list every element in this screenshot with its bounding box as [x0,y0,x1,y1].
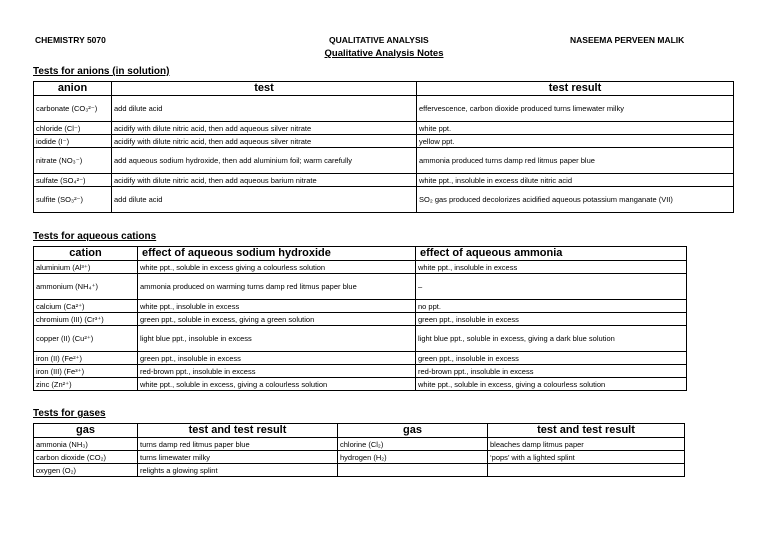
table-row [34,122,734,135]
table-row [34,274,687,300]
anion-result: white ppt. [417,122,734,135]
table-row [34,174,734,187]
cations-col-nh3: effect of aqueous ammonia [416,247,687,261]
anion-result: effervescence, carbon dioxide produced turns limewater milky [417,96,734,122]
anions-col-test: test [112,82,417,96]
cation-name: ammonium (NH₄⁺) [34,274,138,300]
anion-name: nitrate (NO₃⁻) [34,148,112,174]
gas-name-2: hydrogen (H₂) [338,451,488,464]
anion-name: sulfate (SO₄²⁻) [34,174,112,187]
anion-test: acidify with dilute nitric acid, then add aqueous barium nitrate [112,174,417,187]
gas-name: ammonia (NH₃) [34,438,138,451]
table-row [34,326,687,352]
anions-heading: Tests for anions (in solution) [33,66,170,77]
anion-test: add dilute acid [112,187,417,213]
cation-name: calcium (Ca²⁺) [34,300,138,313]
gas-test-2: bleaches damp litmus paper [488,438,685,451]
table-row [34,261,687,274]
gases-col-gas-2: gas [338,424,488,438]
gases-header-row [34,424,685,438]
anion-name: iodide (I⁻) [34,135,112,148]
cation-naoh: green ppt., insoluble in excess [138,352,416,365]
table-row [34,148,734,174]
table-row [34,352,687,365]
cation-naoh: light blue ppt., insoluble in excess [138,326,416,352]
table-row [34,451,685,464]
anion-test: add dilute acid [112,96,417,122]
anion-test: add aqueous sodium hydroxide, then add aluminium foil; warm carefully [112,148,417,174]
table-row [34,378,687,391]
table-row [34,96,734,122]
cation-nh3: white ppt., soluble in excess, giving a colourless solution [416,378,687,391]
anion-name: carbonate (CO₃²⁻) [34,96,112,122]
gases-col-test: test and test result [138,424,338,438]
table-row [34,438,685,451]
cations-heading: Tests for aqueous cations [33,231,157,242]
table-row [34,313,687,326]
gas-test-2: ‘pops’ with a lighted splint [488,451,685,464]
anions-header-row [34,82,734,96]
anion-result: SO₂ gas produced decolorizes acidified aqueous potassium manganate (VII) [417,187,734,213]
cation-nh3: – [416,274,687,300]
cation-naoh: white ppt., soluble in excess giving a colourless solution [138,261,416,274]
page-title: Qualitative Analysis Notes [324,48,444,59]
cation-nh3: light blue ppt., soluble in excess, giving a dark blue solution [416,326,687,352]
gas-name-2 [338,464,488,477]
cation-name: iron (III) (Fe³⁺) [34,365,138,378]
cations-header-row [34,247,687,261]
anions-col-anion: anion [34,82,112,96]
gas-test-2 [488,464,685,477]
gases-heading: Tests for gases [33,408,106,419]
cation-naoh: white ppt., soluble in excess, giving a colourless solution [138,378,416,391]
cation-name: chromium (III) (Cr³⁺) [34,313,138,326]
cation-nh3: green ppt., insoluble in excess [416,313,687,326]
table-row [34,187,734,213]
anion-result: ammonia produced turns damp red litmus paper blue [417,148,734,174]
anions-col-result: test result [417,82,734,96]
cation-naoh: ammonia produced on warming turns damp red litmus paper blue [138,274,416,300]
cation-naoh: red-brown ppt., insoluble in excess [138,365,416,378]
cation-nh3: red-brown ppt., insoluble in excess [416,365,687,378]
cation-nh3: green ppt., insoluble in excess [416,352,687,365]
anion-result: yellow ppt. [417,135,734,148]
gas-test: relights a glowing splint [138,464,338,477]
cation-name: copper (II) (Cu²⁺) [34,326,138,352]
cations-col-naoh: effect of aqueous sodium hydroxide [138,247,416,261]
gas-test: turns damp red litmus paper blue [138,438,338,451]
gases-col-gas: gas [34,424,138,438]
cation-nh3: no ppt. [416,300,687,313]
gas-name: oxygen (O₂) [34,464,138,477]
cation-name: aluminium (Al³⁺) [34,261,138,274]
anion-result: white ppt., insoluble in excess dilute nitric acid [417,174,734,187]
cation-nh3: white ppt., insoluble in excess [416,261,687,274]
cations-col-cation: cation [34,247,138,261]
anion-test: acidify with dilute nitric acid, then add aqueous silver nitrate [112,135,417,148]
gases-col-test-2: test and test result [488,424,685,438]
gas-name-2: chlorine (Cl₂) [338,438,488,451]
cation-naoh: green ppt., soluble in excess, giving a green solution [138,313,416,326]
course-code: CHEMISTRY 5070 [35,35,106,45]
table-row [34,135,734,148]
gas-name: carbon dioxide (CO₂) [34,451,138,464]
table-row [34,464,685,477]
table-row [34,365,687,378]
anion-name: sulfite (SO₃²⁻) [34,187,112,213]
author-name: NASEEMA PERVEEN MALIK [570,35,685,45]
cation-naoh: white ppt., insoluble in excess [138,300,416,313]
gases-table [33,423,685,477]
anions-table [33,81,734,213]
table-row [34,300,687,313]
gas-test: turns limewater milky [138,451,338,464]
anion-name: chloride (Cl⁻) [34,122,112,135]
subject-title: QUALITATIVE ANALYSIS [329,35,429,45]
cation-name: iron (II) (Fe²⁺) [34,352,138,365]
cation-name: zinc (Zn²⁺) [34,378,138,391]
anion-test: acidify with dilute nitric acid, then add aqueous silver nitrate [112,122,417,135]
cations-table [33,246,687,391]
